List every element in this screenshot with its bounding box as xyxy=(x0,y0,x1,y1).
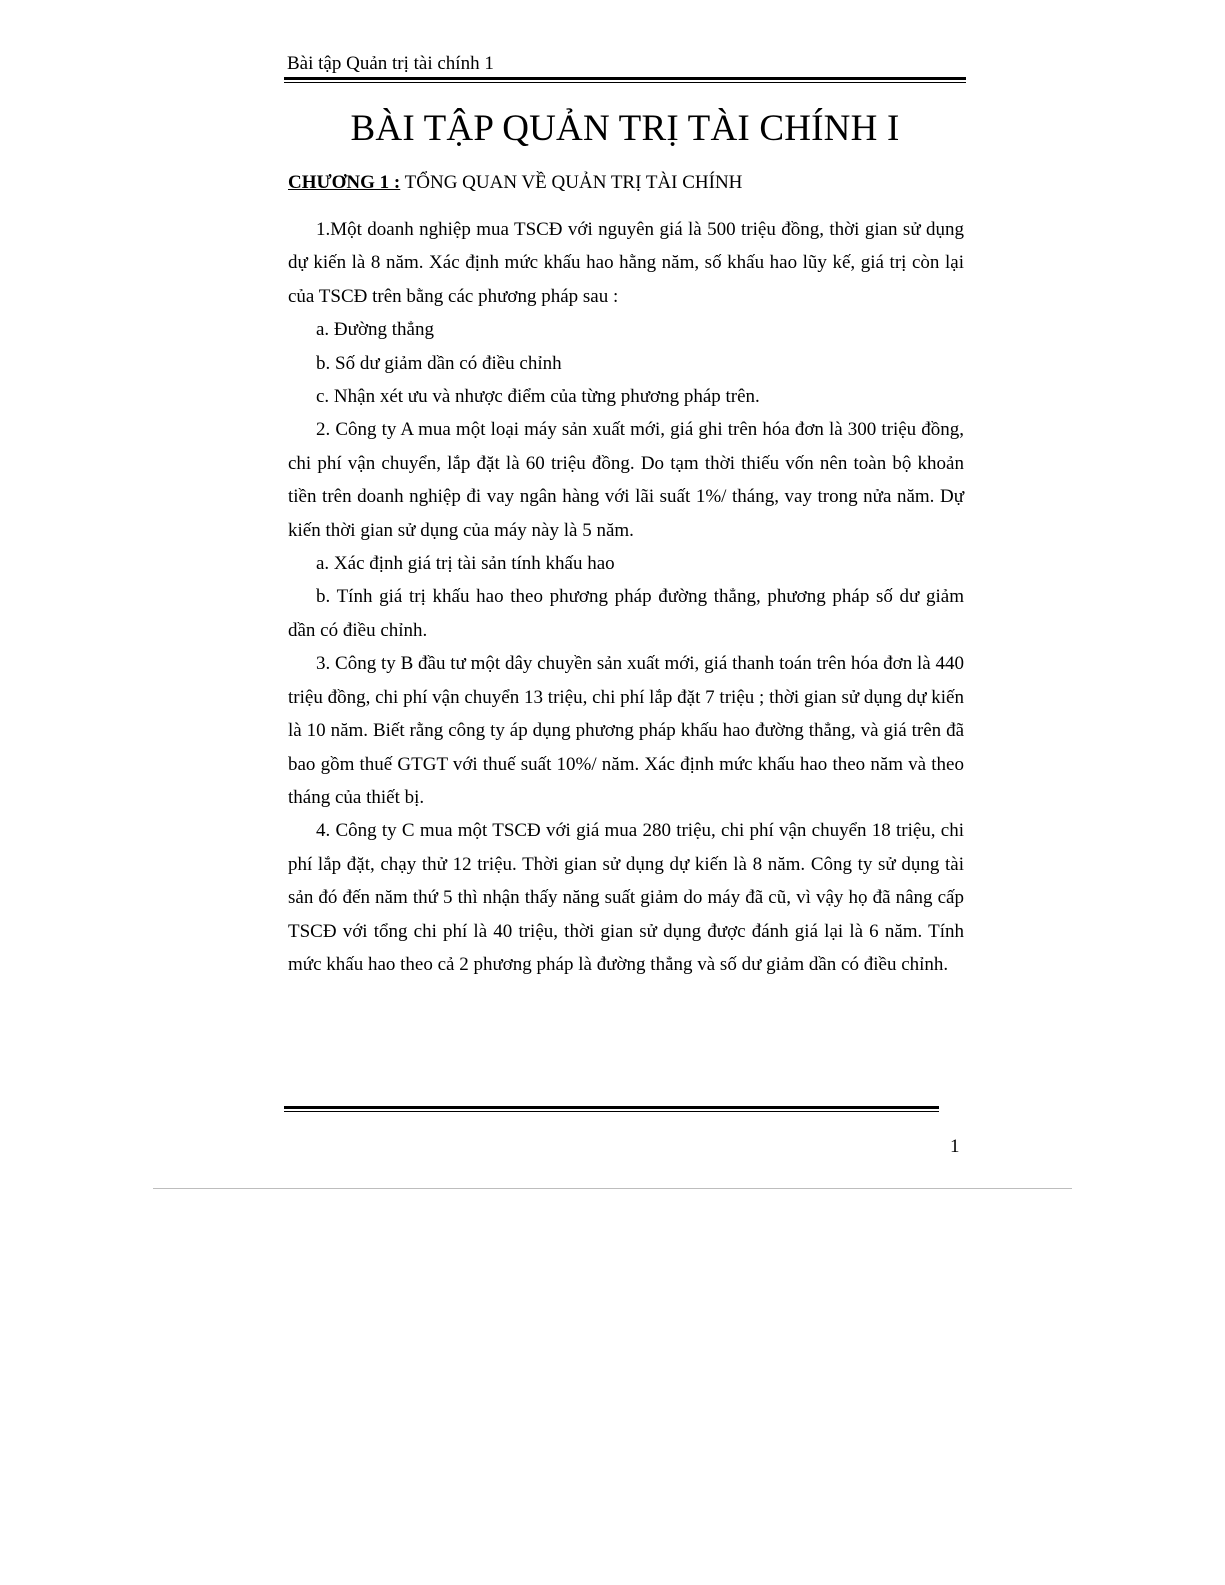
running-header: Bài tập Quản trị tài chính 1 xyxy=(287,53,494,74)
exercise-list xyxy=(288,213,964,981)
exercise-2-item-a: a. Xác định giá trị tài sản tính khấu hao xyxy=(316,553,615,575)
exercise-1: 1.Một doanh nghiệp mua TSCĐ với nguyên giá là 500 triệu đồng, thời gian sử dụng dự kiến là 8 năm. Xác định mức khấu hao hằng năm, số khấu hao lũy kế, giá trị còn lại của TSCĐ trên bằng các phương pháp sau : xyxy=(288,219,964,307)
footer-rule xyxy=(284,1106,939,1109)
exercise-2-item-b: b. Tính giá trị khấu hao theo phương pháp đường thẳng, phương pháp số dư giảm dần có điều chỉnh. xyxy=(288,586,964,641)
header-rule xyxy=(284,77,966,80)
exercise-1-item-c: c. Nhận xét ưu và nhược điểm của từng phương pháp trên. xyxy=(316,386,760,408)
header-rule-thin xyxy=(284,82,966,83)
footer-rule-thin xyxy=(284,1111,939,1112)
exercise-4: 4. Công ty C mua một TSCĐ với giá mua 280 triệu, chi phí vận chuyển 18 triệu, chi phí lắp đặt, chạy thử 12 triệu. Thời gian sử dụng dự kiến là 8 năm. Công ty sử dụng tài sản đó đến năm thứ 5 thì nhận thấy năng suất giảm do máy đã cũ, vì vậy họ đã nâng cấp TSCĐ với tổng chi phí là 40 triệu, thời gian sử dụng được đánh giá lại là 6 năm. Tính mức khấu hao theo cả 2 phương pháp là đường thẳng và số dư giảm dần có điều chỉnh. xyxy=(288,820,964,975)
exercise-3: 3. Công ty B đầu tư một dây chuyền sản xuất mới, giá thanh toán trên hóa đơn là 440 triệu đồng, chi phí vận chuyển 13 triệu, chi phí lắp đặt 7 triệu ; thời gian sử dụng dự kiến là 10 năm. Biết rằng công ty áp dụng phương pháp khấu hao đường thẳng, và giá trên đã bao gồm thuế GTGT với thuế suất 10%/ năm. Xác định mức khấu hao theo năm và theo tháng của thiết bị. xyxy=(288,653,964,808)
chapter-title: TỔNG QUAN VỀ QUẢN TRỊ TÀI CHÍNH xyxy=(400,172,743,193)
chapter-heading xyxy=(288,170,742,196)
page-separator xyxy=(153,1188,1072,1189)
exercise-1-item-b: b. Số dư giảm dần có điều chỉnh xyxy=(316,352,562,374)
page-title: BÀI TẬP QUẢN TRỊ TÀI CHÍNH I xyxy=(350,108,900,149)
chapter-label: CHƯƠNG 1 : xyxy=(288,172,401,193)
exercise-2: 2. Công ty A mua một loại máy sản xuất mới, giá ghi trên hóa đơn là 300 triệu đồng, chi phí vận chuyển, lắp đặt là 60 triệu đồng. Do tạm thời thiếu vốn nên toàn bộ khoản tiền trên doanh nghiệp đi vay ngân hàng với lãi suất 1%/ tháng, vay trong nửa năm. Dự kiến thời gian sử dụng của máy này là 5 năm. xyxy=(288,419,964,541)
page-number: 1 xyxy=(950,1136,960,1157)
exercise-1-item-a: a. Đường thẳng xyxy=(316,319,434,341)
